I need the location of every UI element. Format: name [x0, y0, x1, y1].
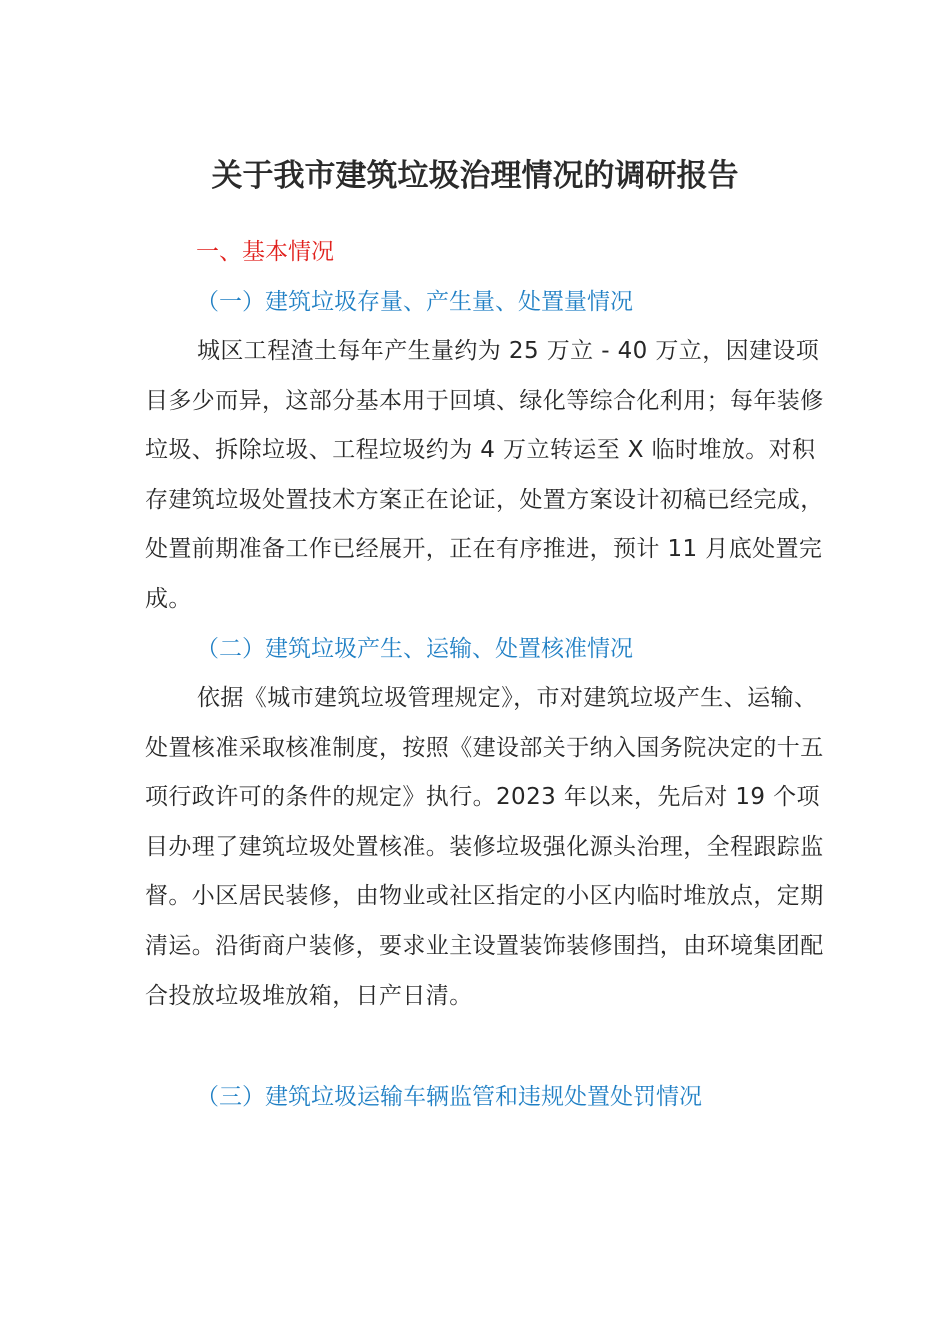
- section-heading-basic-situation: 一、基本情况: [196, 239, 334, 265]
- paragraph-1: 城区工程渣土每年产生量约为 25 万立 - 40 万立，因建设项目多少而异，这部分基本用于回填、绿化等综合化利用；每年装修垃圾、拆除垃圾、工程垃圾约为 4 万立转运至 X 临时堆放。对积存建筑垃圾处置技术方案正在论证，处置方案设计初稿已经完成，处置前期准备工作已经展开，正在有序推进，预计 11 月底处置完成。: [145, 338, 824, 612]
- subsection-heading-2: （二）建筑垃圾产生、运输、处置核准情况: [196, 636, 633, 662]
- subsection-heading-3: （三）建筑垃圾运输车辆监管和违规处置处罚情况: [196, 1084, 702, 1110]
- document-title: 关于我市建筑垃圾治理情况的调研报告: [211, 158, 739, 194]
- subsection-heading-1: （一）建筑垃圾存量、产生量、处置量情况: [196, 289, 633, 315]
- paragraph-2: 依据《城市建筑垃圾管理规定》，市对建筑垃圾产生、运输、处置核准采取核准制度，按照《建设部关于纳入国务院决定的十五项行政许可的条件的规定》执行。2023 年以来，先后对 19 个项目办理了建筑垃圾处置核准。装修垃圾强化源头治理，全程跟踪监督。小区居民装修，由物业或社区指定的小区内临时堆放点，定期清运。沿街商户装修，要求业主设置装饰装修围挡，由环境集团配合投放垃圾堆放箱，日产日清。: [145, 685, 824, 1009]
